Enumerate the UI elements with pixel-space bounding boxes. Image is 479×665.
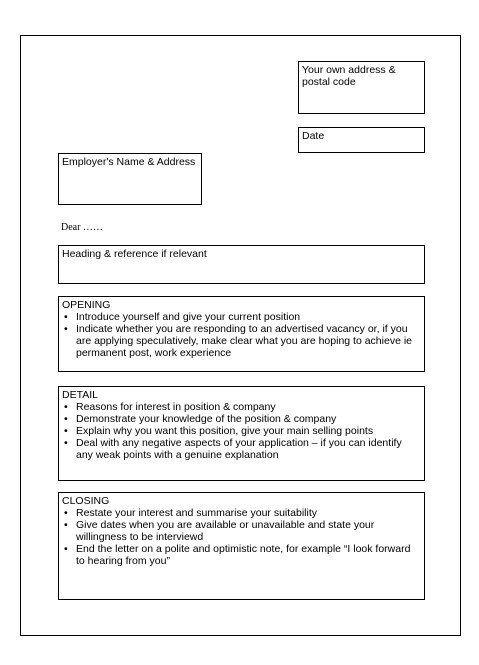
list-item: • Demonstrate your knowledge of the position & company [62,413,421,425]
date-box: Date [298,127,425,153]
opening-section [58,296,425,372]
list-item: • Deal with any negative aspects of your application – if you can identify any weak points with a genuine explanation [62,437,421,461]
list-item: • Introduce yourself and give your current position [62,311,421,323]
employer-address-box: Employer's Name & Address [58,153,202,205]
detail-title: DETAIL [62,389,98,401]
detail-list [62,401,421,461]
sender-address-box: Your own address & postal code [298,61,425,114]
opening-title: OPENING [62,299,111,311]
detail-section [58,386,425,481]
list-item: • End the letter on a polite and optimistic note, for example “I look forward to hearing from you” [62,543,421,567]
list-item: • Give dates when you are available or unavailable and state your willingness to be interviewd [62,519,421,543]
opening-list [62,311,421,359]
heading-box: Heading & reference if relevant [58,245,425,284]
salutation: Dear …… [61,222,103,233]
list-item: • Explain why you want this position, give your main selling points [62,425,421,437]
closing-section [58,492,425,600]
list-item: • Restate your interest and summarise your suitability [62,507,421,519]
list-item: • Indicate whether you are responding to an advertised vacancy or, if you are applying speculatively, make clear what you are hoping to achieve ie permanent post, work experience [62,323,421,359]
closing-list [62,507,421,567]
list-item: • Reasons for interest in position & company [62,401,421,413]
closing-title: CLOSING [62,495,110,507]
